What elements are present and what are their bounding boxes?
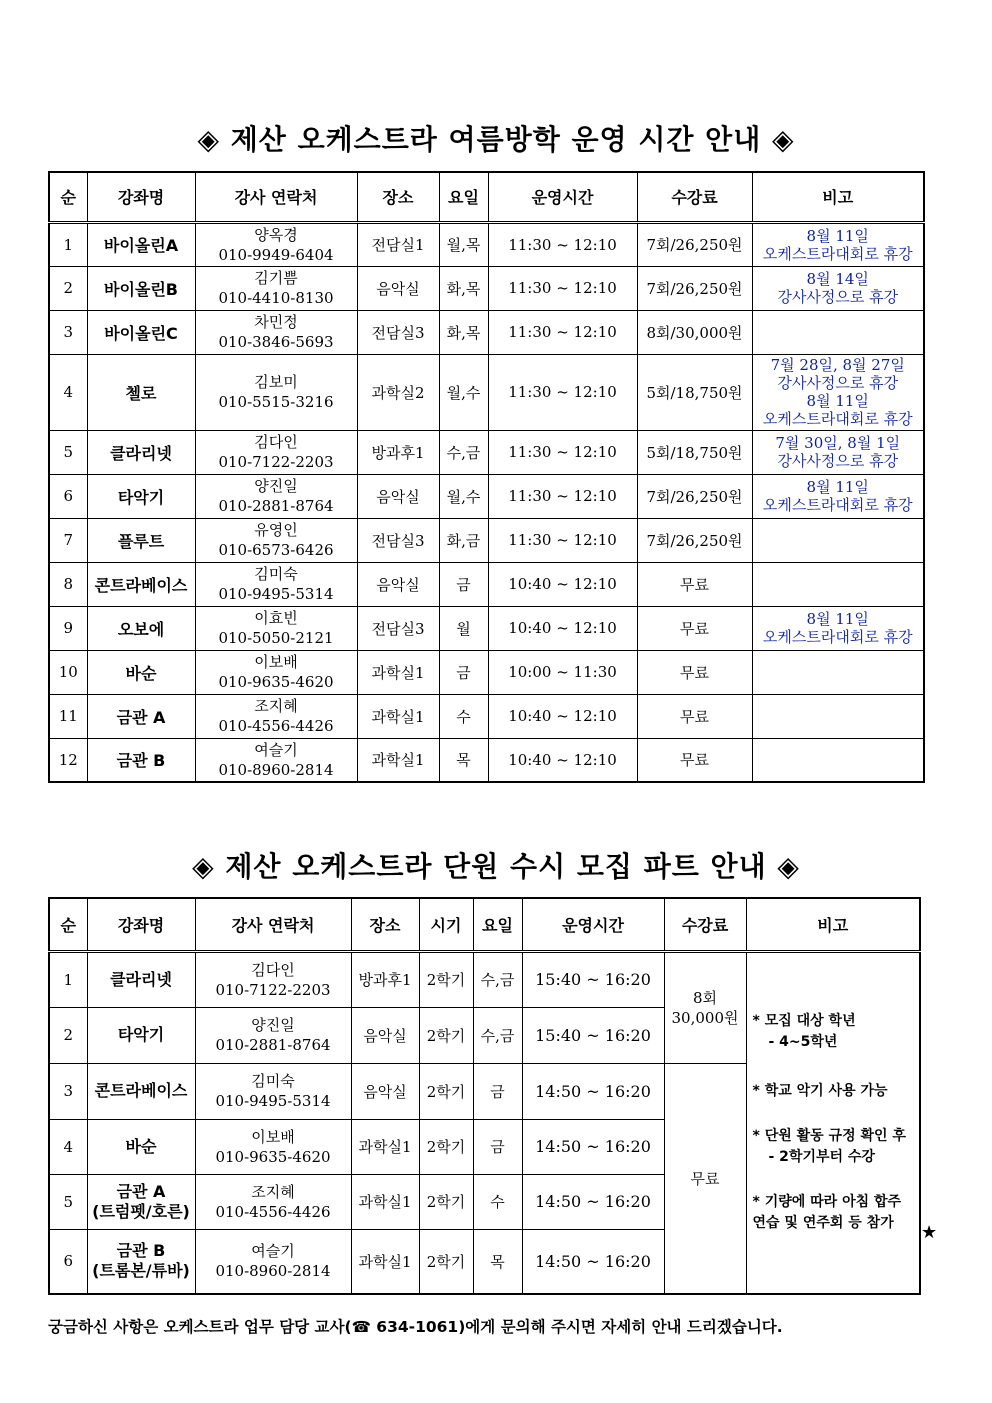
table-row <box>49 606 924 650</box>
teacher-contact <box>195 1063 351 1119</box>
course-line: 바순 <box>125 1136 157 1156</box>
teacher-phone: 010-9495-5314 <box>215 1092 331 1110</box>
teacher-phone: 010-6573-6426 <box>218 541 334 559</box>
teacher-phone: 010-9635-4620 <box>215 1147 331 1166</box>
fee: 8회/30,000원 <box>637 310 752 354</box>
table-row <box>49 738 924 782</box>
course-name <box>87 1007 195 1063</box>
teacher-phone: 010-9949-6404 <box>218 245 334 264</box>
teacher-name: 김다인 <box>254 433 298 451</box>
term: 2학기 <box>419 951 473 1007</box>
teacher-contact <box>195 650 357 694</box>
table-row <box>49 222 924 266</box>
time: 11:30 ~ 12:10 <box>488 518 637 562</box>
note-line: 8월 11일 <box>806 610 869 628</box>
footer-contact-notice: 궁금하신 사항은 오케스트라 업무 담당 교사(☎ 634-1061)에게 문의해 주시면 자세히 안내 드리겠습니다. <box>48 1318 783 1336</box>
summer-schedule-table <box>48 171 925 783</box>
row-number: 10 <box>49 650 87 694</box>
room: 음악실 <box>357 562 439 606</box>
room: 전담실3 <box>357 518 439 562</box>
teacher-phone: 010-8960-2814 <box>215 1262 331 1281</box>
course-name: 첼로 <box>87 354 195 430</box>
header-course: 강좌명 <box>87 172 195 222</box>
room: 음악실 <box>357 474 439 518</box>
header-days: 요일 <box>473 898 522 951</box>
teacher-contact <box>195 222 357 266</box>
course-name: 금관 B <box>87 738 195 782</box>
teacher-contact <box>195 951 351 1007</box>
course-name: 바이올린A <box>87 222 195 266</box>
summer-schedule-title: ◈ 제산 오케스트라 여름방학 운영 시간 안내 ◈ <box>197 123 795 156</box>
note-line: 8월 11일 <box>806 226 869 245</box>
teacher-name: 김다인 <box>251 960 295 979</box>
time: 10:00 ~ 11:30 <box>488 650 637 694</box>
term: 2학기 <box>419 1007 473 1063</box>
teacher-phone: 010-4556-4426 <box>215 1202 331 1221</box>
row-number: 8 <box>49 562 87 606</box>
row-number: 12 <box>49 738 87 782</box>
days: 수 <box>439 694 488 738</box>
teacher-phone: 010-7122-2203 <box>215 980 331 999</box>
fee: 무료 <box>637 738 752 782</box>
course-name: 금관 A <box>87 694 195 738</box>
header-fee: 수강료 <box>637 172 752 222</box>
teacher-phone: 010-2881-8764 <box>215 1036 331 1054</box>
fee-group-free: 무료 <box>664 1063 746 1294</box>
teacher-name: 차민정 <box>254 313 298 331</box>
teacher-name: 조지혜 <box>254 697 298 715</box>
table-row <box>49 354 924 430</box>
days: 수 <box>473 1174 522 1229</box>
row-number: 2 <box>49 1007 87 1063</box>
room: 과학실1 <box>351 1229 419 1294</box>
note-n1: * 모집 대상 학년 <box>752 1013 856 1030</box>
row-number: 1 <box>49 951 87 1007</box>
header-no: 순 <box>49 172 87 222</box>
teacher-contact <box>195 1229 351 1294</box>
teacher-contact <box>195 354 357 430</box>
header-note: 비고 <box>746 898 920 951</box>
time: 10:40 ~ 12:10 <box>488 562 637 606</box>
room: 음악실 <box>351 1063 419 1119</box>
note-line: 8월 14일 <box>806 270 869 288</box>
time: 11:30 ~ 12:10 <box>488 310 637 354</box>
note-line: 강사사정으로 휴강 <box>777 288 899 306</box>
time: 10:40 ~ 12:10 <box>488 738 637 782</box>
table-row <box>49 430 924 474</box>
teacher-phone: 010-8960-2814 <box>218 760 334 779</box>
teacher-name: 이효빈 <box>254 609 298 627</box>
course-name <box>87 951 195 1007</box>
teacher-name: 김미숙 <box>254 565 298 583</box>
days: 금 <box>439 562 488 606</box>
course-name: 바이올린C <box>87 310 195 354</box>
header-time: 운영시간 <box>488 172 637 222</box>
fee: 5회/18,750원 <box>637 430 752 474</box>
header-room: 장소 <box>357 172 439 222</box>
days: 월 <box>439 606 488 650</box>
days: 금 <box>473 1119 522 1174</box>
header-note: 비고 <box>752 172 924 222</box>
days: 금 <box>439 650 488 694</box>
note-n3-sub: - 2학기부터 수강 <box>768 1149 875 1166</box>
row-number: 6 <box>49 474 87 518</box>
note-cell <box>752 518 924 562</box>
room: 과학실1 <box>357 650 439 694</box>
course-line: 타악기 <box>117 1025 165 1044</box>
teacher-name: 양진일 <box>254 477 298 495</box>
teacher-contact <box>195 430 357 474</box>
fee: 무료 <box>637 650 752 694</box>
teacher-phone: 010-2881-8764 <box>218 497 334 515</box>
fee-group-paid <box>664 951 746 1063</box>
teacher-contact <box>195 738 357 782</box>
teacher-name: 이보배 <box>254 653 298 671</box>
fee: 7회/26,250원 <box>637 518 752 562</box>
room: 음악실 <box>357 266 439 310</box>
row-number: 5 <box>49 1174 87 1229</box>
teacher-name: 김보미 <box>254 373 298 391</box>
header-room: 장소 <box>351 898 419 951</box>
room: 과학실1 <box>357 738 439 782</box>
table-row <box>49 650 924 694</box>
time: 10:40 ~ 12:10 <box>488 694 637 738</box>
fee-amount: 30,000원 <box>671 1008 739 1027</box>
room: 과학실2 <box>357 354 439 430</box>
teacher-contact <box>195 606 357 650</box>
table-row <box>49 951 920 1007</box>
course-name: 클라리넷 <box>87 430 195 474</box>
teacher-phone: 010-5515-3216 <box>218 393 334 411</box>
teacher-name: 여슬기 <box>251 1242 295 1261</box>
course-name <box>87 1229 195 1294</box>
room: 방과후1 <box>357 430 439 474</box>
time: 14:50 ~ 16:20 <box>522 1063 664 1119</box>
row-number: 11 <box>49 694 87 738</box>
teacher-contact <box>195 266 357 310</box>
note-line: 7월 28일, 8월 27일 <box>770 356 905 374</box>
row-number: 2 <box>49 266 87 310</box>
time: 10:40 ~ 12:10 <box>488 606 637 650</box>
teacher-name: 이보배 <box>251 1127 295 1146</box>
time: 15:40 ~ 16:20 <box>522 1007 664 1063</box>
term: 2학기 <box>419 1119 473 1174</box>
note-n3: * 단원 활동 규정 확인 후 <box>752 1128 906 1145</box>
note-cell <box>752 222 924 266</box>
course-name: 바이올린B <box>87 266 195 310</box>
teacher-contact <box>195 1174 351 1229</box>
days: 수,금 <box>439 430 488 474</box>
days: 월,목 <box>439 222 488 266</box>
course-name <box>87 1063 195 1119</box>
teacher-phone: 010-9495-5314 <box>218 585 334 603</box>
table-row <box>49 694 924 738</box>
days: 월,수 <box>439 474 488 518</box>
time: 14:50 ~ 16:20 <box>522 1174 664 1229</box>
note-cell <box>752 694 924 738</box>
course-line: (트럼펫/호른) <box>92 1201 190 1221</box>
room: 음악실 <box>351 1007 419 1063</box>
course-name: 타악기 <box>87 474 195 518</box>
table-header-row <box>49 898 920 951</box>
row-number: 1 <box>49 222 87 266</box>
teacher-name: 유영인 <box>254 521 298 539</box>
note-n1-sub: - 4~5학년 <box>768 1034 838 1051</box>
teacher-contact <box>195 1007 351 1063</box>
note-cell <box>752 310 924 354</box>
table-header-row <box>49 172 924 222</box>
teacher-phone: 010-4556-4426 <box>218 717 334 735</box>
days: 월,수 <box>439 354 488 430</box>
header-contact: 강사 연락처 <box>195 172 357 222</box>
star-mark: ★ <box>921 1222 938 1243</box>
fee: 7회/26,250원 <box>637 266 752 310</box>
time: 11:30 ~ 12:10 <box>488 266 637 310</box>
days: 금 <box>473 1063 522 1119</box>
header-contact: 강사 연락처 <box>195 898 351 951</box>
term: 2학기 <box>419 1063 473 1119</box>
note-line: 오케스트라대회로 휴강 <box>762 496 913 514</box>
course-name: 플루트 <box>87 518 195 562</box>
time: 11:30 ~ 12:10 <box>488 430 637 474</box>
fee: 7회/26,250원 <box>637 474 752 518</box>
note-cell <box>752 606 924 650</box>
note-cell <box>752 738 924 782</box>
course-line: 금관 B <box>116 1241 166 1261</box>
time: 11:30 ~ 12:10 <box>488 474 637 518</box>
room: 전담실3 <box>357 310 439 354</box>
row-number: 4 <box>49 1119 87 1174</box>
teacher-contact <box>195 310 357 354</box>
row-number: 6 <box>49 1229 87 1294</box>
teacher-phone: 010-5050-2121 <box>218 629 334 647</box>
course-name <box>87 1174 195 1229</box>
teacher-contact <box>195 562 357 606</box>
row-number: 9 <box>49 606 87 650</box>
course-line: (트롬본/튜바) <box>92 1261 190 1281</box>
note-line: 강사사정으로 휴강 <box>777 374 899 392</box>
time: 11:30 ~ 12:10 <box>488 222 637 266</box>
teacher-name: 김기쁨 <box>254 269 298 287</box>
teacher-contact <box>195 518 357 562</box>
days: 화,금 <box>439 518 488 562</box>
room: 과학실1 <box>357 694 439 738</box>
note-line: 오케스트라대회로 휴강 <box>762 244 913 263</box>
teacher-name: 김미숙 <box>251 1072 295 1090</box>
note-line: 오케스트라대회로 휴강 <box>762 628 913 646</box>
note-n2: * 학교 악기 사용 가능 <box>752 1083 888 1100</box>
time: 15:40 ~ 16:20 <box>522 951 664 1007</box>
course-line: 콘트라베이스 <box>94 1081 188 1100</box>
header-time: 운영시간 <box>522 898 664 951</box>
time: 14:50 ~ 16:20 <box>522 1229 664 1294</box>
teacher-phone: 010-3846-5693 <box>218 333 334 351</box>
note-cell <box>752 650 924 694</box>
course-name: 콘트라베이스 <box>87 562 195 606</box>
term: 2학기 <box>419 1229 473 1294</box>
table-row <box>49 474 924 518</box>
teacher-contact <box>195 474 357 518</box>
teacher-contact <box>195 1119 351 1174</box>
time: 14:50 ~ 16:20 <box>522 1119 664 1174</box>
row-number: 5 <box>49 430 87 474</box>
note-cell <box>752 354 924 430</box>
table-row <box>49 562 924 606</box>
header-fee: 수강료 <box>664 898 746 951</box>
note-n4-sub: 연습 및 연주회 등 참가 <box>752 1215 894 1232</box>
recruit-notes <box>746 951 920 1294</box>
fee: 무료 <box>637 562 752 606</box>
note-cell <box>752 266 924 310</box>
days: 화,목 <box>439 266 488 310</box>
row-number: 4 <box>49 354 87 430</box>
days: 수,금 <box>473 951 522 1007</box>
note-cell <box>752 430 924 474</box>
course-line: 클라리넷 <box>110 969 172 989</box>
course-line: 금관 A <box>116 1181 166 1201</box>
row-number: 3 <box>49 1063 87 1119</box>
teacher-name: 조지혜 <box>251 1182 295 1201</box>
header-term: 시기 <box>419 898 473 951</box>
teacher-phone: 010-7122-2203 <box>218 453 334 471</box>
note-line: 8월 11일 <box>806 478 869 496</box>
row-number: 7 <box>49 518 87 562</box>
days: 목 <box>439 738 488 782</box>
recruit-table <box>48 897 921 1295</box>
note-cell <box>752 562 924 606</box>
teacher-name: 양진일 <box>251 1016 295 1034</box>
teacher-phone: 010-9635-4620 <box>218 673 334 691</box>
room: 방과후1 <box>351 951 419 1007</box>
days: 수,금 <box>473 1007 522 1063</box>
fee: 무료 <box>637 606 752 650</box>
table-row <box>49 266 924 310</box>
fee: 무료 <box>637 694 752 738</box>
header-course: 강좌명 <box>87 898 195 951</box>
room: 과학실1 <box>351 1174 419 1229</box>
teacher-name: 여슬기 <box>254 740 298 759</box>
table-row <box>49 310 924 354</box>
fee-count: 8회 <box>692 988 718 1007</box>
note-cell <box>752 474 924 518</box>
note-line: 강사사정으로 휴강 <box>777 452 899 470</box>
room: 과학실1 <box>351 1119 419 1174</box>
fee: 7회/26,250원 <box>637 222 752 266</box>
note-line: 오케스트라대회로 휴강 <box>762 410 913 428</box>
teacher-name: 양옥경 <box>254 225 298 244</box>
teacher-contact <box>195 694 357 738</box>
fee: 5회/18,750원 <box>637 354 752 430</box>
room: 전담실1 <box>357 222 439 266</box>
row-number: 3 <box>49 310 87 354</box>
table-row <box>49 518 924 562</box>
note-line: 7월 30일, 8월 1일 <box>775 434 901 452</box>
note-n4: * 기량에 따라 아침 합주 <box>752 1194 902 1211</box>
days: 목 <box>473 1229 522 1294</box>
course-name <box>87 1119 195 1174</box>
course-name: 오보에 <box>87 606 195 650</box>
term: 2학기 <box>419 1174 473 1229</box>
header-no: 순 <box>49 898 87 951</box>
course-name: 바순 <box>87 650 195 694</box>
header-days: 요일 <box>439 172 488 222</box>
time: 11:30 ~ 12:10 <box>488 354 637 430</box>
note-line: 8월 11일 <box>806 392 869 410</box>
recruit-title: ◈ 제산 오케스트라 단원 수시 모집 파트 안내 ◈ <box>192 850 800 883</box>
room: 전담실3 <box>357 606 439 650</box>
teacher-phone: 010-4410-8130 <box>218 289 334 307</box>
days: 화,목 <box>439 310 488 354</box>
